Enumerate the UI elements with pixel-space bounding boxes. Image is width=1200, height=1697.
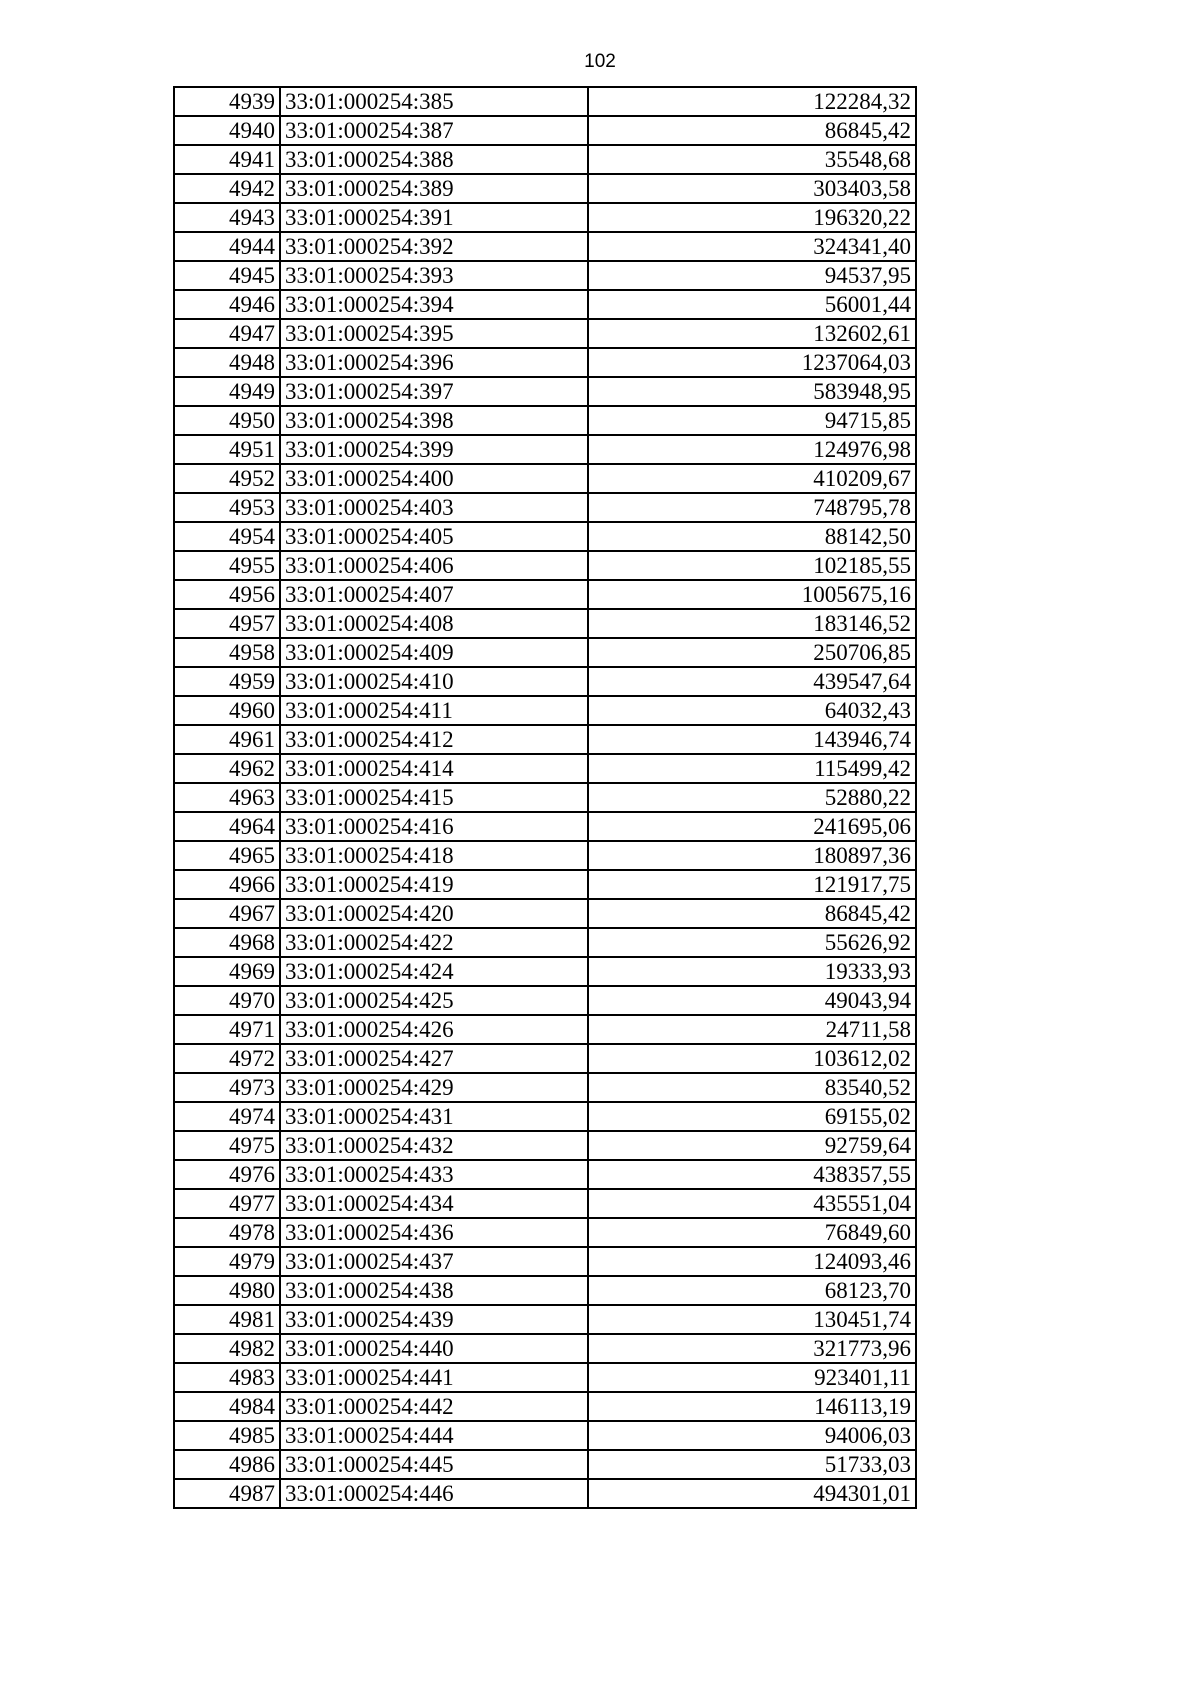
cadastral-number-cell: 33:01:000254:445 [280,1450,588,1479]
cadastral-value-cell: 24711,58 [588,1015,916,1044]
row-number-cell: 4970 [174,986,280,1015]
row-number-cell: 4983 [174,1363,280,1392]
cadastral-value-cell: 132602,61 [588,319,916,348]
row-number-cell: 4959 [174,667,280,696]
row-number-cell: 4966 [174,870,280,899]
table-row [174,203,916,232]
row-number-cell: 4967 [174,899,280,928]
cadastral-value-cell: 435551,04 [588,1189,916,1218]
cadastral-number-cell: 33:01:000254:399 [280,435,588,464]
row-number-cell: 4949 [174,377,280,406]
table-row [174,174,916,203]
cadastral-number-cell: 33:01:000254:395 [280,319,588,348]
table-row [174,1218,916,1247]
row-number-cell: 4986 [174,1450,280,1479]
cadastral-number-cell: 33:01:000254:422 [280,928,588,957]
table-row [174,1421,916,1450]
cadastral-value-cell: 121917,75 [588,870,916,899]
cadastral-number-cell: 33:01:000254:441 [280,1363,588,1392]
table-row [174,464,916,493]
row-number-cell: 4971 [174,1015,280,1044]
row-number-cell: 4946 [174,290,280,319]
cadastral-value-table [173,86,917,1509]
cadastral-number-cell: 33:01:000254:440 [280,1334,588,1363]
cadastral-number-cell: 33:01:000254:442 [280,1392,588,1421]
cadastral-value-cell: 76849,60 [588,1218,916,1247]
table-row [174,667,916,696]
row-number-cell: 4947 [174,319,280,348]
cadastral-value-cell: 19333,93 [588,957,916,986]
row-number-cell: 4985 [174,1421,280,1450]
table-row [174,812,916,841]
cadastral-number-cell: 33:01:000254:385 [280,87,588,116]
cadastral-number-cell: 33:01:000254:439 [280,1305,588,1334]
cadastral-number-cell: 33:01:000254:431 [280,1102,588,1131]
row-number-cell: 4979 [174,1247,280,1276]
cadastral-number-cell: 33:01:000254:410 [280,667,588,696]
cadastral-number-cell: 33:01:000254:437 [280,1247,588,1276]
table-row [174,957,916,986]
cadastral-value-cell: 86845,42 [588,899,916,928]
cadastral-value-cell: 83540,52 [588,1073,916,1102]
cadastral-value-cell: 321773,96 [588,1334,916,1363]
cadastral-number-cell: 33:01:000254:403 [280,493,588,522]
row-number-cell: 4951 [174,435,280,464]
cadastral-value-cell: 94537,95 [588,261,916,290]
cadastral-number-cell: 33:01:000254:407 [280,580,588,609]
table-row [174,290,916,319]
row-number-cell: 4984 [174,1392,280,1421]
cadastral-value-cell: 51733,03 [588,1450,916,1479]
table-row [174,435,916,464]
cadastral-number-cell: 33:01:000254:392 [280,232,588,261]
cadastral-number-cell: 33:01:000254:391 [280,203,588,232]
cadastral-value-cell: 438357,55 [588,1160,916,1189]
cadastral-number-cell: 33:01:000254:420 [280,899,588,928]
row-number-cell: 4940 [174,116,280,145]
cadastral-value-cell: 92759,64 [588,1131,916,1160]
row-number-cell: 4981 [174,1305,280,1334]
cadastral-number-cell: 33:01:000254:396 [280,348,588,377]
cadastral-number-cell: 33:01:000254:409 [280,638,588,667]
table-row [174,145,916,174]
cadastral-number-cell: 33:01:000254:414 [280,754,588,783]
row-number-cell: 4944 [174,232,280,261]
cadastral-value-cell: 103612,02 [588,1044,916,1073]
cadastral-value-cell: 52880,22 [588,783,916,812]
cadastral-number-cell: 33:01:000254:446 [280,1479,588,1508]
cadastral-value-cell: 86845,42 [588,116,916,145]
cadastral-number-cell: 33:01:000254:433 [280,1160,588,1189]
row-number-cell: 4982 [174,1334,280,1363]
cadastral-number-cell: 33:01:000254:444 [280,1421,588,1450]
cadastral-number-cell: 33:01:000254:436 [280,1218,588,1247]
row-number-cell: 4962 [174,754,280,783]
cadastral-value-cell: 303403,58 [588,174,916,203]
row-number-cell: 4954 [174,522,280,551]
row-number-cell: 4969 [174,957,280,986]
cadastral-value-cell: 49043,94 [588,986,916,1015]
cadastral-value-cell: 35548,68 [588,145,916,174]
cadastral-number-cell: 33:01:000254:412 [280,725,588,754]
table-row [174,696,916,725]
cadastral-value-cell: 241695,06 [588,812,916,841]
table-row [174,1160,916,1189]
cadastral-number-cell: 33:01:000254:387 [280,116,588,145]
cadastral-value-cell: 143946,74 [588,725,916,754]
cadastral-value-cell: 88142,50 [588,522,916,551]
table-row [174,377,916,406]
row-number-cell: 4953 [174,493,280,522]
cadastral-value-cell: 180897,36 [588,841,916,870]
cadastral-value-cell: 94715,85 [588,406,916,435]
table-row [174,1015,916,1044]
cadastral-value-cell: 324341,40 [588,232,916,261]
row-number-cell: 4977 [174,1189,280,1218]
table-row [174,1276,916,1305]
row-number-cell: 4964 [174,812,280,841]
cadastral-number-cell: 33:01:000254:393 [280,261,588,290]
cadastral-number-cell: 33:01:000254:398 [280,406,588,435]
table-row [174,261,916,290]
cadastral-number-cell: 33:01:000254:411 [280,696,588,725]
cadastral-number-cell: 33:01:000254:405 [280,522,588,551]
cadastral-number-cell: 33:01:000254:424 [280,957,588,986]
row-number-cell: 4950 [174,406,280,435]
row-number-cell: 4957 [174,609,280,638]
table-row [174,870,916,899]
cadastral-value-cell: 748795,78 [588,493,916,522]
table-row [174,319,916,348]
row-number-cell: 4974 [174,1102,280,1131]
cadastral-value-cell: 494301,01 [588,1479,916,1508]
row-number-cell: 4948 [174,348,280,377]
cadastral-value-cell: 583948,95 [588,377,916,406]
cadastral-number-cell: 33:01:000254:394 [280,290,588,319]
row-number-cell: 4978 [174,1218,280,1247]
cadastral-number-cell: 33:01:000254:408 [280,609,588,638]
table-row [174,406,916,435]
cadastral-value-cell: 68123,70 [588,1276,916,1305]
cadastral-number-cell: 33:01:000254:427 [280,1044,588,1073]
cadastral-value-cell: 130451,74 [588,1305,916,1334]
table-row [174,493,916,522]
cadastral-value-cell: 183146,52 [588,609,916,638]
cadastral-value-cell: 146113,19 [588,1392,916,1421]
table-row [174,1247,916,1276]
table-row [174,754,916,783]
table-row [174,783,916,812]
row-number-cell: 4939 [174,87,280,116]
cadastral-value-cell: 250706,85 [588,638,916,667]
table-row [174,986,916,1015]
cadastral-number-cell: 33:01:000254:426 [280,1015,588,1044]
row-number-cell: 4943 [174,203,280,232]
cadastral-value-cell: 69155,02 [588,1102,916,1131]
row-number-cell: 4968 [174,928,280,957]
row-number-cell: 4976 [174,1160,280,1189]
table-row [174,1073,916,1102]
table-row [174,1392,916,1421]
cadastral-value-cell: 64032,43 [588,696,916,725]
row-number-cell: 4956 [174,580,280,609]
row-number-cell: 4960 [174,696,280,725]
cadastral-number-cell: 33:01:000254:389 [280,174,588,203]
table-row [174,522,916,551]
table-row [174,1450,916,1479]
table-row [174,348,916,377]
row-number-cell: 4965 [174,841,280,870]
cadastral-value-cell: 102185,55 [588,551,916,580]
cadastral-value-cell: 1237064,03 [588,348,916,377]
cadastral-value-cell: 56001,44 [588,290,916,319]
table-row [174,551,916,580]
row-number-cell: 4958 [174,638,280,667]
cadastral-number-cell: 33:01:000254:388 [280,145,588,174]
table-body [174,87,916,1508]
row-number-cell: 4973 [174,1073,280,1102]
row-number-cell: 4972 [174,1044,280,1073]
cadastral-value-cell: 410209,67 [588,464,916,493]
cadastral-value-cell: 124976,98 [588,435,916,464]
cadastral-number-cell: 33:01:000254:438 [280,1276,588,1305]
cadastral-number-cell: 33:01:000254:419 [280,870,588,899]
row-number-cell: 4987 [174,1479,280,1508]
table-row [174,116,916,145]
row-number-cell: 4980 [174,1276,280,1305]
table-row [174,1305,916,1334]
table-row [174,87,916,116]
cadastral-value-cell: 122284,32 [588,87,916,116]
cadastral-value-cell: 115499,42 [588,754,916,783]
table-row [174,1363,916,1392]
table-row [174,1189,916,1218]
row-number-cell: 4942 [174,174,280,203]
cadastral-number-cell: 33:01:000254:432 [280,1131,588,1160]
page-number: 102 [584,51,616,72]
row-number-cell: 4961 [174,725,280,754]
table-row [174,928,916,957]
table-row [174,1044,916,1073]
cadastral-number-cell: 33:01:000254:416 [280,812,588,841]
cadastral-number-cell: 33:01:000254:418 [280,841,588,870]
cadastral-number-cell: 33:01:000254:425 [280,986,588,1015]
cadastral-value-cell: 124093,46 [588,1247,916,1276]
row-number-cell: 4952 [174,464,280,493]
row-number-cell: 4941 [174,145,280,174]
table-row [174,1479,916,1508]
table-row [174,725,916,754]
cadastral-number-cell: 33:01:000254:429 [280,1073,588,1102]
cadastral-number-cell: 33:01:000254:397 [280,377,588,406]
table-row [174,1131,916,1160]
row-number-cell: 4975 [174,1131,280,1160]
cadastral-value-cell: 1005675,16 [588,580,916,609]
cadastral-value-cell: 439547,64 [588,667,916,696]
cadastral-value-cell: 196320,22 [588,203,916,232]
table-row [174,1102,916,1131]
cadastral-value-cell: 94006,03 [588,1421,916,1450]
cadastral-value-cell: 55626,92 [588,928,916,957]
row-number-cell: 4945 [174,261,280,290]
cadastral-value-cell: 923401,11 [588,1363,916,1392]
cadastral-number-cell: 33:01:000254:400 [280,464,588,493]
table-row [174,232,916,261]
cadastral-number-cell: 33:01:000254:406 [280,551,588,580]
row-number-cell: 4963 [174,783,280,812]
cadastral-number-cell: 33:01:000254:415 [280,783,588,812]
table-row [174,841,916,870]
table-row [174,1334,916,1363]
cadastral-number-cell: 33:01:000254:434 [280,1189,588,1218]
table-row [174,899,916,928]
table-row [174,638,916,667]
table-row [174,580,916,609]
table-row [174,609,916,638]
row-number-cell: 4955 [174,551,280,580]
